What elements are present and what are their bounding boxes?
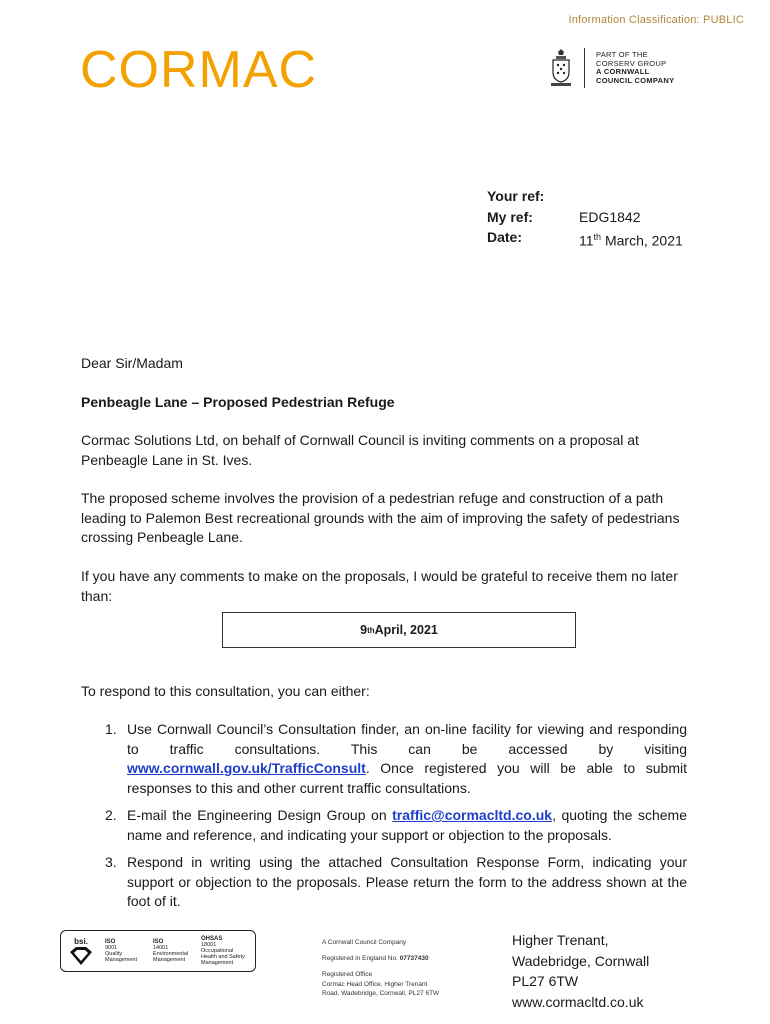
classification-label: Information Classification: PUBLIC — [568, 14, 744, 26]
group-line: CORSERV GROUP — [596, 58, 667, 68]
list-item: 3. Respond in writing using the attached Consultation Response Form, indicating your support or objection to the proposals. Please return the form to the address shown at the foot of it. — [105, 854, 687, 909]
cert-iso14001: ISO 14001 Environmental Management — [153, 939, 189, 963]
subject-line: Penbeagle Lane – Proposed Pedestrian Refuge — [81, 394, 395, 410]
cormac-logo: CORMAC — [80, 41, 318, 99]
address-line: Wadebridge, Cornwall — [512, 952, 650, 969]
address-line: PL27 6TW — [512, 973, 579, 989]
my-ref-label: My ref: — [487, 208, 533, 225]
paragraph-scheme: The proposed scheme involves the provision of a pedestrian refuge and construction of a path leading to Palemon Best recreational grounds with the aim of improving the safety of pedestrians crossing Penbeagle Lane. — [81, 490, 680, 545]
deadline-box: 9 th April, 2021 — [222, 612, 576, 648]
kitemark-icon — [68, 946, 94, 966]
reference-block — [487, 186, 683, 251]
my-ref-value: EDG1842 — [579, 208, 641, 225]
your-ref-label: Your ref: — [487, 188, 545, 204]
group-divider — [584, 48, 585, 88]
website-link[interactable]: www.cormacltd.co.uk — [512, 993, 644, 1010]
address-line: Higher Trenant, — [512, 932, 609, 948]
company-registration: A Cornwall Council Company Registered in England No. 07737430 Registered Office Cormac Head Office, Higher Trenant Road, Wadebridge, Cornwall, PL27 6TW — [322, 939, 440, 997]
email-link[interactable]: traffic@cormacltd.co.uk — [392, 807, 553, 823]
group-text — [596, 51, 674, 85]
response-options — [81, 720, 687, 920]
cert-ohsas18001: OHSAS 18001 Occupational Health and Safety Management — [201, 936, 245, 966]
certification-badges — [60, 930, 256, 972]
list-item: 1. Use Cornwall Council’s Consultation finder, an on-line facility for viewing and responding to traffic consultations. This can be accessed by visiting www.cornwall.gov.uk/TrafficConsult. Once registered you will be able to submit responses to this and other current traffic consultations. — [105, 721, 687, 796]
cornwall-crest-icon — [548, 46, 574, 88]
paragraph-deadline: If you have any comments to make on the proposals, I would be grateful to receive them no later than: — [81, 568, 678, 604]
respond-intro: To respond to this consultation, you can either: — [81, 683, 370, 699]
group-line: COUNCIL COMPANY — [596, 75, 675, 85]
consult-link[interactable]: www.cornwall.gov.uk/TrafficConsult — [127, 760, 366, 776]
group-line: A CORNWALL — [596, 67, 650, 76]
salutation: Dear Sir/Madam — [81, 355, 183, 371]
date-value: 11th March, 2021 — [579, 232, 683, 249]
cert-iso9001: ISO 9001 Quality Management — [105, 939, 138, 963]
group-line: PART OF THE — [596, 50, 648, 59]
paragraph-intro: Cormac Solutions Ltd, on behalf of Cornwall Council is inviting comments on a proposal at Penbeagle Lane in St. Ives. — [81, 432, 639, 468]
date-label: Date: — [487, 229, 523, 245]
list-item: 2. E-mail the Engineering Design Group on traffic@cormacltd.co.uk, quoting the scheme name and reference, and indicating your support or objection to the proposals. — [105, 807, 687, 843]
bsi-badge: bsi. — [61, 937, 101, 966]
footer-address — [512, 930, 649, 1012]
